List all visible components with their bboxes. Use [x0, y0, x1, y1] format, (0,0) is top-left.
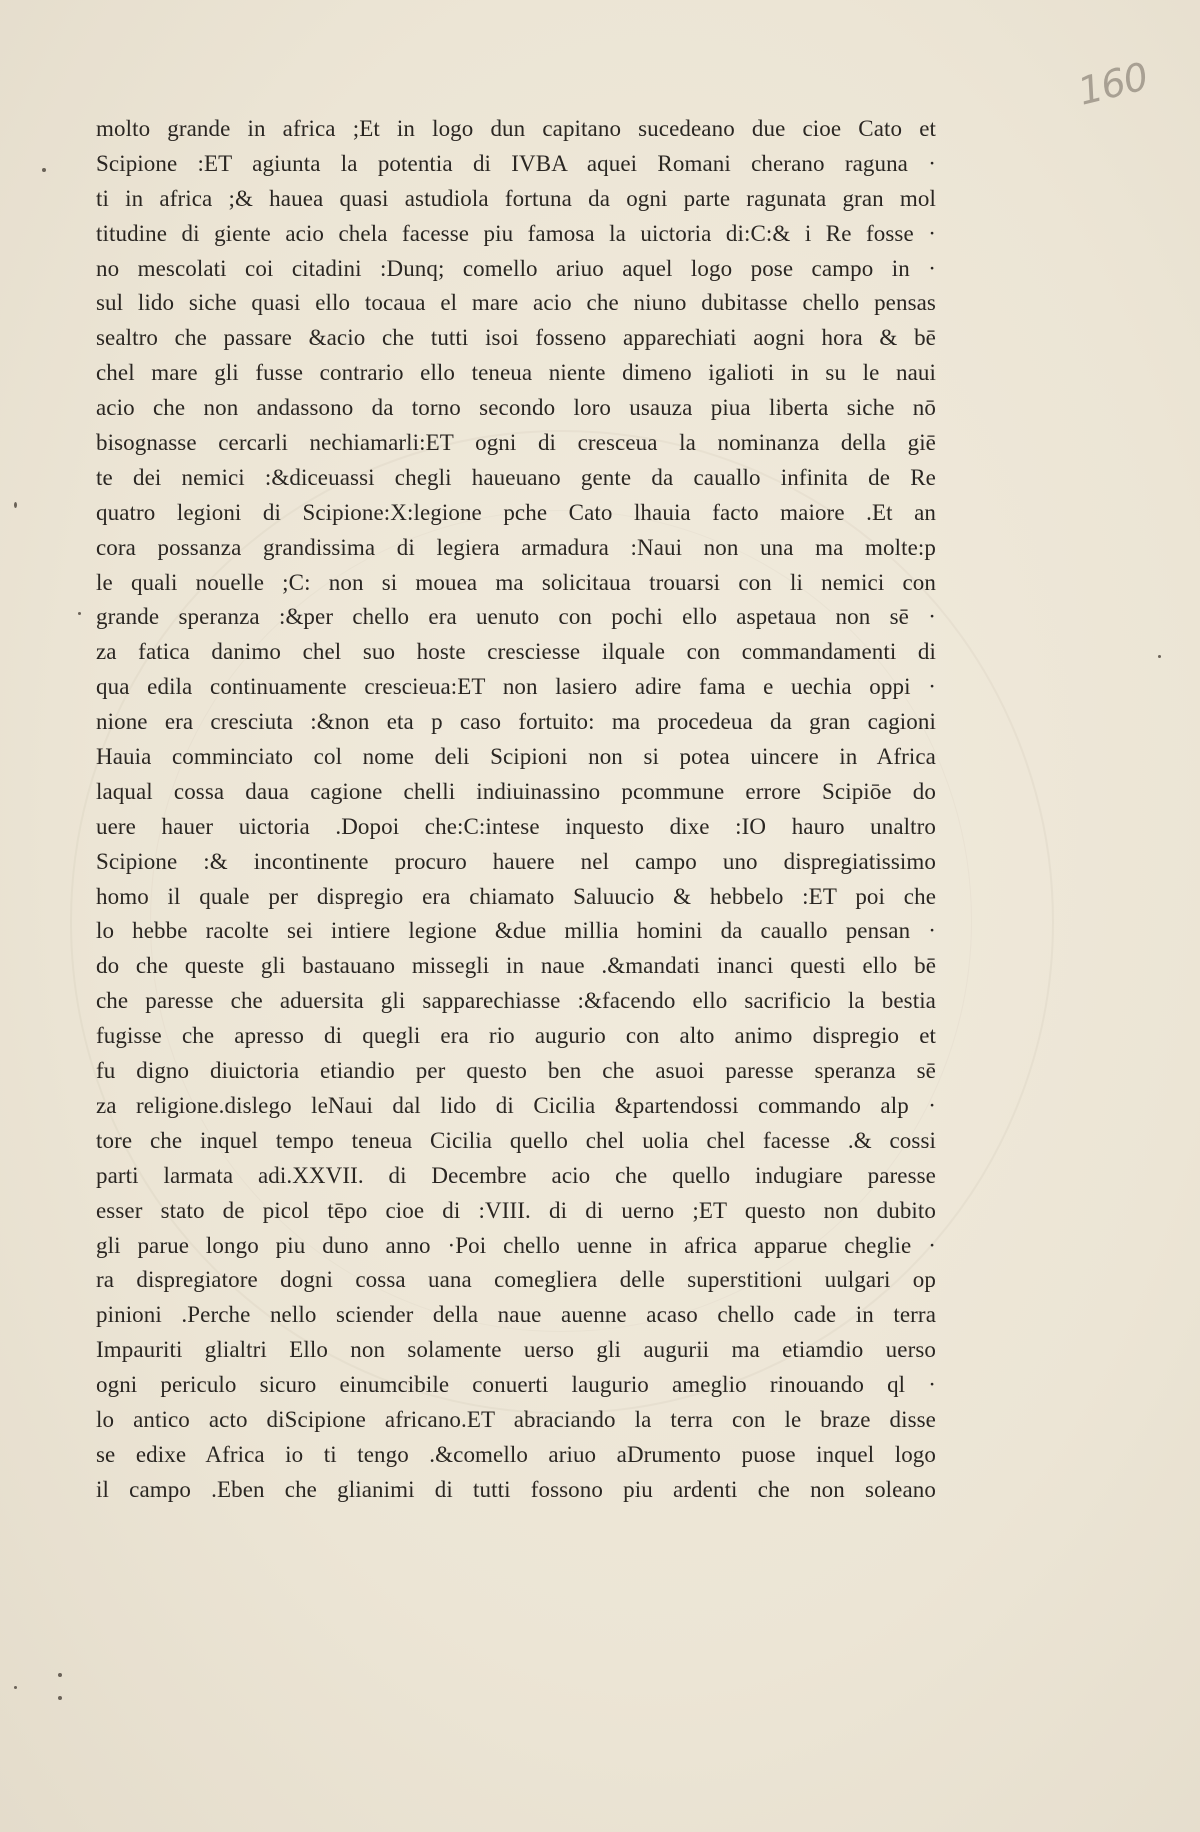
paper-speck	[14, 502, 17, 508]
text-line: il campo .Eben che glianimi di tutti fossono piu ardenti che non soleano	[96, 1476, 936, 1502]
text-line: fugisse che apresso di quegli era rio augurio con alto animo dispregio et	[96, 1023, 936, 1049]
text-line: sealtro che passare &acio che tutti isoi fosseno apparechiati aogni hora & bē	[96, 325, 936, 351]
text-column	[96, 112, 936, 1508]
text-line: sul lido siche quasi ello tocaua el mare acio che niuno dubitasse chello pensas	[96, 290, 936, 316]
text-line: se edixe Africa io ti tengo .&comello ariuo aDrumento puose inquel logo	[96, 1441, 936, 1467]
folio-number: 160	[1073, 54, 1152, 114]
text-line: te dei nemici :&diceuassi chegli haueuano gente da cauallo infinita de Re	[96, 464, 936, 490]
text-line: za fatica danimo chel suo hoste cresciesse ilquale con commandamenti di	[96, 639, 936, 665]
text-line: Hauia comminciato col nome deli Scipioni non si potea uincere in Africa	[96, 744, 936, 770]
text-line: ti in africa ;& hauea quasi astudiola fortuna da ogni parte ragunata gran mol	[96, 185, 936, 211]
text-line: do che queste gli bastauano missegli in naue .&mandati inanci questi ello bē	[96, 953, 936, 979]
paper-speck	[58, 1696, 62, 1700]
text-line: cora possanza grandissima di legiera armadura :Naui non una ma molte:p	[96, 534, 936, 560]
text-line: grande speranza :&per chello era uenuto con pochi ello aspetaua non sē ·	[96, 604, 936, 630]
text-line: acio che non andassono da torno secondo loro usauza piua liberta siche nō	[96, 395, 936, 421]
paper-speck	[14, 1686, 17, 1689]
text-line: tore che inquel tempo teneua Cicilia quello chel uolia chel facesse .& cossi	[96, 1127, 936, 1153]
text-line: laqual cossa daua cagione chelli indiuinassino pcommune errore Scipiōe do	[96, 778, 936, 804]
text-line: lo hebbe racolte sei intiere legione &due millia homini da cauallo pensan ·	[96, 918, 936, 944]
text-line: titudine di giente acio chela facesse piu famosa la uictoria di:C:& i Re fosse ·	[96, 220, 936, 246]
paper-speck	[42, 168, 46, 172]
paper-speck	[78, 612, 81, 615]
text-line: Impauriti glialtri Ello non solamente uerso gli augurii ma etiamdio uerso	[96, 1337, 936, 1363]
text-line: quatro legioni di Scipione:X:legione pche Cato lhauia facto maiore .Et an	[96, 499, 936, 525]
text-line: Scipione :ET agiunta la potentia di IVBA aquei Romani cherano raguna ·	[96, 150, 936, 176]
text-line: pinioni .Perche nello sciender della naue auenne acaso chello cade in terra	[96, 1302, 936, 1328]
text-line: homo il quale per dispregio era chiamato Saluucio & hebbelo :ET poi che	[96, 883, 936, 909]
text-line: qua edila continuamente crescieua:ET non lasiero adire fama e uechia oppi ·	[96, 674, 936, 700]
paper-speck	[58, 1673, 62, 1677]
text-line: ra dispregiatore dogni cossa uana comegliera delle superstitioni uulgari op	[96, 1267, 936, 1293]
text-line: parti larmata adi.XXVII. di Decembre acio che quello indugiare paresse	[96, 1162, 936, 1188]
text-line: Scipione :& incontinente procuro hauere nel campo uno dispregiatissimo	[96, 848, 936, 874]
text-line: ogni periculo sicuro einumcibile conuerti laugurio ameglio rinouando ql ·	[96, 1372, 936, 1398]
text-line: nione era cresciuta :&non eta p caso fortuito: ma procedeua da gran cagioni	[96, 709, 936, 735]
text-line: le quali nouelle ;C: non si mouea ma solicitaua trouarsi con li nemici con	[96, 569, 936, 595]
text-line: che paresse che aduersita gli sapparechiasse :&facendo ello sacrificio la bestia	[96, 988, 936, 1014]
text-line: molto grande in africa ;Et in logo dun capitano sucedeano due cioe Cato et	[96, 116, 936, 141]
text-line: za religione.dislego leNaui dal lido di Cicilia &partendossi commando alp ·	[96, 1092, 936, 1118]
text-line: lo antico acto diScipione africano.ET abraciando la terra con le braze disse	[96, 1406, 936, 1432]
text-line: gli parue longo piu duno anno ·Poi chello uenne in africa apparue cheglie ·	[96, 1232, 936, 1258]
text-line: fu digno diuictoria etiandio per questo ben che asuoi paresse speranza sē	[96, 1058, 936, 1084]
text-line: no mescolati coi citadini :Dunq; comello ariuo aquel logo pose campo in ·	[96, 255, 936, 281]
text-line: esser stato de picol tēpo cioe di :VIII. di di uerno ;ET questo non dubito	[96, 1197, 936, 1223]
paper-speck	[1158, 655, 1161, 658]
text-line: uere hauer uictoria .Dopoi che:C:intese inquesto dixe :IO hauro unaltro	[96, 813, 936, 839]
text-line: bisognasse cercarli nechiamarli:ET ogni di cresceua la nominanza della giē	[96, 430, 936, 456]
text-line: chel mare gli fusse contrario ello teneua niente dimeno igalioti in su le naui	[96, 360, 936, 386]
